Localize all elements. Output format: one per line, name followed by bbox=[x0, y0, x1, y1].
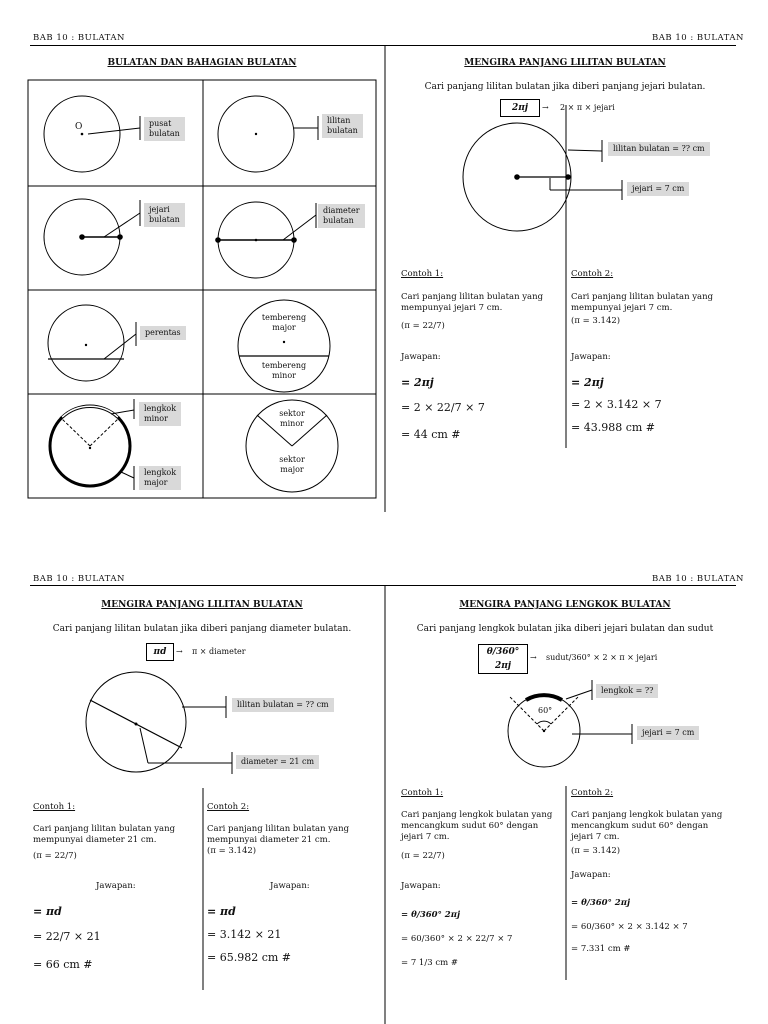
p4-ex1-question: Cari panjang lengkok bulatan yang mencangkum sudut 60° dengan jejari 7 cm. bbox=[401, 810, 553, 842]
p2-ex2-heading: Contoh 2: bbox=[571, 269, 614, 279]
label-lilitan: lilitan bulatan bbox=[322, 114, 363, 138]
p3-ex2-step1: = πd bbox=[207, 905, 236, 918]
p2-ex1-jawapan: Jawapan: bbox=[401, 352, 441, 362]
label-tembereng-major: tembereng major bbox=[261, 313, 307, 332]
label-diameter: diameter bulatan bbox=[318, 204, 365, 228]
p3-title: MENGIRA PANJANG LILITAN BULATAN bbox=[101, 600, 303, 610]
p2-ex2-step3: = 43.988 cm # bbox=[571, 421, 656, 434]
p2-ex2-step2: = 2 × 3.142 × 7 bbox=[571, 398, 662, 411]
p4-ex2-heading: Contoh 2: bbox=[571, 788, 614, 798]
p3-arrow: → bbox=[176, 647, 183, 656]
p2-title: MENGIRA PANJANG LILITAN BULATAN bbox=[464, 58, 666, 68]
p3-ex2-question: Cari panjang lilitan bulatan yang mempunyai diameter 21 cm. bbox=[207, 824, 350, 845]
p3-ex1-pi: (π = 22/7) bbox=[33, 851, 77, 861]
p2-arrow: → bbox=[542, 103, 549, 112]
label-o: O bbox=[75, 122, 83, 132]
header-rule-bottom bbox=[30, 585, 736, 586]
p3-ex2-jawapan: Jawapan: bbox=[270, 881, 310, 891]
p4-formula-box: θ/360° 2πj bbox=[478, 644, 528, 674]
p2-ex1-question: Cari panjang lilitan bulatan yang mempunyai jejari 7 cm. bbox=[401, 292, 544, 313]
p3-ex1-step1: = πd bbox=[33, 905, 62, 918]
p2-ex1-step3: = 44 cm # bbox=[401, 428, 461, 441]
p4-formula-text: sudut/360° × 2 × π × jejari bbox=[546, 653, 658, 662]
p2-ex2-jawapan: Jawapan: bbox=[571, 352, 611, 362]
p4-ex1-step3: = 7 1/3 cm # bbox=[401, 958, 458, 968]
p3-ex1-step2: = 22/7 × 21 bbox=[33, 930, 101, 943]
header-left-top: BAB 10 : BULATAN bbox=[33, 33, 125, 43]
p4-ex1-heading: Contoh 1: bbox=[401, 788, 444, 798]
p4-ex2-step3: = 7.331 cm # bbox=[571, 944, 631, 954]
header-rule-top bbox=[30, 45, 736, 46]
p2-formula-text: 2 × π × jejari bbox=[560, 103, 615, 112]
p3-formula-box: πd bbox=[146, 643, 174, 661]
p4-ex1-pi: (π = 22/7) bbox=[401, 851, 445, 861]
p4-subtitle: Cari panjang lengkok bulatan jika diberi jejari bulatan dan sudut bbox=[416, 624, 714, 634]
p3-ex1-question: Cari panjang lilitan bulatan yang mempunyai diameter 21 cm. bbox=[33, 824, 176, 845]
label-lengkok-major: lengkok major bbox=[139, 466, 181, 490]
label-jejari: jejari bulatan bbox=[144, 203, 185, 227]
p2-subtitle: Cari panjang lilitan bulatan jika diberi panjang jejari bulatan. bbox=[424, 82, 706, 92]
p4-label-lengkok: lengkok = ?? bbox=[596, 684, 658, 698]
p3-ex2-heading: Contoh 2: bbox=[207, 802, 250, 812]
p4-angle: 60° bbox=[538, 706, 553, 715]
p3-ex1-heading: Contoh 1: bbox=[33, 802, 76, 812]
circle-perentas bbox=[48, 305, 124, 381]
p2-ex1-step2: = 2 × 22/7 × 7 bbox=[401, 401, 485, 414]
p2-label-lilitan: lilitan bulatan = ?? cm bbox=[608, 142, 710, 156]
p4-ex2-question: Cari panjang lengkok bulatan yang mencangkum sudut 60° dengan jejari 7 cm. bbox=[571, 810, 723, 842]
p4-label-jejari: jejari = 7 cm bbox=[637, 726, 699, 740]
p4-ex2-pi: (π = 3.142) bbox=[571, 846, 621, 856]
p2-formula-box: 2πj bbox=[500, 99, 540, 117]
label-sektor-minor: sektor minor bbox=[279, 409, 305, 428]
p2-ex2-step1: = 2πj bbox=[571, 376, 604, 389]
p3-label-diameter: diameter = 21 cm bbox=[236, 755, 319, 769]
p3-label-lilitan: lilitan bulatan = ?? cm bbox=[232, 698, 334, 712]
p3-ex2-step3: = 65.982 cm # bbox=[207, 951, 292, 964]
p4-ex1-jawapan: Jawapan: bbox=[401, 881, 441, 891]
parts-table bbox=[28, 80, 376, 498]
p3-ex1-step3: = 66 cm # bbox=[33, 958, 93, 971]
label-sektor-major: sektor major bbox=[279, 455, 305, 474]
p4-ex2-step2: = 60/360° × 2 × 3.142 × 7 bbox=[571, 922, 688, 932]
p2-ex1-pi: (π = 22/7) bbox=[401, 321, 445, 331]
p4-title: MENGIRA PANJANG LENGKOK BULATAN bbox=[459, 600, 671, 610]
p4-ex1-step2: = 60/360° × 2 × 22/7 × 7 bbox=[401, 934, 513, 944]
label-lengkok-minor: lengkok minor bbox=[139, 402, 181, 426]
header-left-bottom: BAB 10 : BULATAN bbox=[33, 574, 125, 584]
p2-ex1-step1: = 2πj bbox=[401, 376, 434, 389]
p4-ex1-step1: = θ/360° 2πj bbox=[401, 910, 461, 920]
label-pusat: pusat bulatan bbox=[144, 117, 185, 141]
p3-ex1-jawapan: Jawapan: bbox=[96, 881, 136, 891]
p1-title: BULATAN DAN BAHAGIAN BULATAN bbox=[107, 58, 297, 68]
p3-subtitle: Cari panjang lilitan bulatan jika diberi panjang diameter bulatan. bbox=[52, 624, 352, 634]
header-right-top: BAB 10 : BULATAN bbox=[652, 33, 744, 43]
p3-formula-text: π × diameter bbox=[192, 647, 246, 656]
header-right-bottom: BAB 10 : BULATAN bbox=[652, 574, 744, 584]
p4-arrow: → bbox=[530, 653, 537, 662]
label-tembereng-minor: tembereng minor bbox=[261, 361, 307, 380]
p4-ex2-step1: = θ/360° 2πj bbox=[571, 898, 631, 908]
p2-ex2-pi: (π = 3.142) bbox=[571, 316, 621, 326]
circle-p3 bbox=[86, 672, 186, 772]
p4-ex2-jawapan: Jawapan: bbox=[571, 870, 611, 880]
label-perentas: perentas bbox=[140, 326, 186, 340]
p2-ex2-question: Cari panjang lilitan bulatan yang mempunyai jejari 7 cm. bbox=[571, 292, 714, 313]
p3-ex2-pi: (π = 3.142) bbox=[207, 846, 257, 856]
p2-ex1-heading: Contoh 1: bbox=[401, 269, 444, 279]
p3-ex2-step2: = 3.142 × 21 bbox=[207, 928, 282, 941]
p2-label-jejari: jejari = 7 cm bbox=[627, 182, 689, 196]
